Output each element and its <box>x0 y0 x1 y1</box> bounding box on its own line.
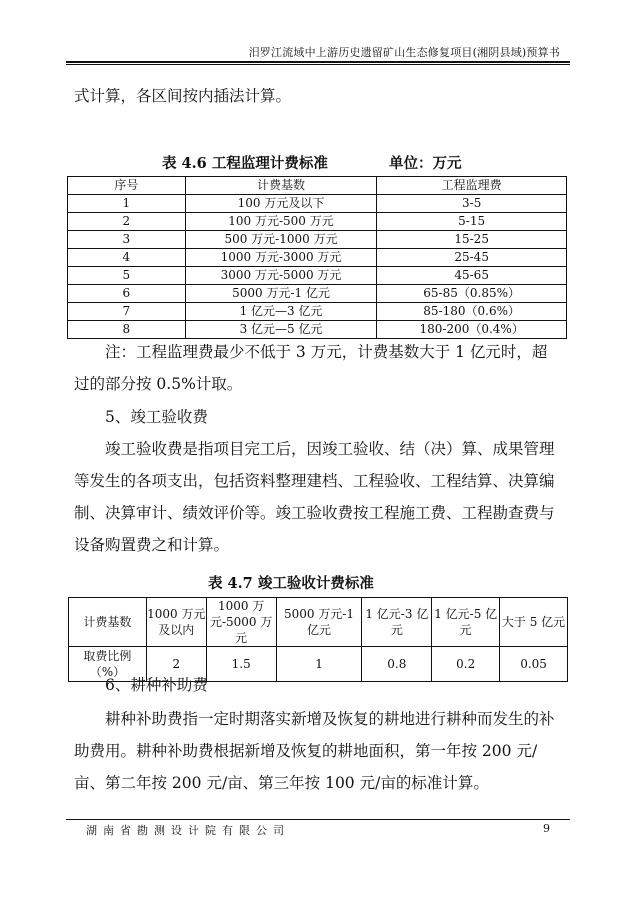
table-row <box>68 249 567 267</box>
supervision-fee-table <box>67 176 567 339</box>
section-5-heading: 5、竣工验收费 <box>105 408 208 426</box>
footer-rule <box>66 819 570 820</box>
table-cell: 1 亿元-5 亿元 <box>432 598 500 647</box>
table-row <box>68 267 567 285</box>
header-cell: 工程监理费 <box>377 177 567 195</box>
table-cell: 5000 万元-1 亿元 <box>276 598 362 647</box>
table-cell: 大于 5 亿元 <box>500 598 568 647</box>
table-row <box>69 598 568 647</box>
table-cell: 5 <box>68 267 186 285</box>
table-cell: 1000 万元-3000 万元 <box>185 249 377 267</box>
section-6-heading: 6、耕种补助费 <box>105 676 208 694</box>
table-cell: 3-5 <box>377 195 567 213</box>
table-row <box>68 213 567 231</box>
table-cell: 3 <box>68 231 186 249</box>
table-cell: 1 <box>68 195 186 213</box>
table-cell: 100 万元及以下 <box>185 195 377 213</box>
table-cell: 100 万元-500 万元 <box>185 213 377 231</box>
table-cell: 65-85（0.85%） <box>377 285 567 303</box>
table-cell: 5-15 <box>377 213 567 231</box>
table-cell: 7 <box>68 303 186 321</box>
table-cell: 1 亿元-3 亿元 <box>362 598 432 647</box>
table-cell: 4 <box>68 249 186 267</box>
footer-company: 湖南省勘测设计院有限公司 <box>86 824 290 837</box>
table-cell: 0.8 <box>362 647 432 682</box>
table-4-6-unit: 单位：万元 <box>389 155 462 172</box>
table-row <box>68 303 567 321</box>
table-4-6-title: 表 4.6 工程监理计费标准 <box>162 155 328 172</box>
section-5-body: 竣工验收费是指项目完工后，因竣工验收、结（决）算、成果管理等发生的各项支出，包括资料整理建档、工程验收、工程结算、决算编制、决算审计、绩效评价等。竣工验收费按工程施工费、工程勘查费与设备购置费之和计算。 <box>74 440 555 554</box>
table-cell: 180-200（0.4%） <box>377 321 567 339</box>
table-cell: 45-65 <box>377 267 567 285</box>
table-cell: 5000 万元-1 亿元 <box>185 285 377 303</box>
table-cell: 0.05 <box>500 647 568 682</box>
table-cell: 1000 万元-5000 万元 <box>206 598 276 647</box>
table-cell: 6 <box>68 285 186 303</box>
section-6-body: 耕种补助费指一定时期落实新增及恢复的耕地进行耕种而发生的补助费用。耕种补助费根据新增及恢复的耕地面积，第一年按 200 元/亩、第二年按 200 元/亩、第三年按 100 元/亩的标准计算。 <box>74 710 555 792</box>
running-header: 汨罗江流域中上游历史遗留矿山生态修复项目(湘阴县域)预算书 <box>248 46 560 59</box>
page-number: 9 <box>543 822 550 835</box>
table-cell: 取费比例（%） <box>69 647 147 682</box>
table-cell: 3 亿元—5 亿元 <box>185 321 377 339</box>
table-cell: 计费基数 <box>69 598 147 647</box>
table-cell: 8 <box>68 321 186 339</box>
header-rule <box>66 61 570 63</box>
header-cell: 计费基数 <box>185 177 377 195</box>
table-cell: 2 <box>68 213 186 231</box>
table-cell: 3000 万元-5000 万元 <box>185 267 377 285</box>
table-cell: 2 <box>146 647 206 682</box>
table-row <box>68 285 567 303</box>
table-cell: 0.2 <box>432 647 500 682</box>
table-cell: 15-25 <box>377 231 567 249</box>
table-cell: 1.5 <box>206 647 276 682</box>
table-cell: 500 万元-1000 万元 <box>185 231 377 249</box>
table-cell: 1000 万元及以内 <box>146 598 206 647</box>
table-4-7-title: 表 4.7 竣工验收计费标准 <box>208 575 374 592</box>
table-row <box>68 195 567 213</box>
table-cell: 85-180（0.6%） <box>377 303 567 321</box>
table-cell: 1 <box>276 647 362 682</box>
table-header-row <box>68 177 567 195</box>
header-cell: 序号 <box>68 177 186 195</box>
table-cell: 25-45 <box>377 249 567 267</box>
header-rule-thin <box>66 64 570 65</box>
table-row <box>68 231 567 249</box>
table-note: 注：工程监理费最少不低于 3 万元，计费基数大于 1 亿元时，超过的部分按 0.5%计取。 <box>74 343 548 393</box>
table-cell: 1 亿元—3 亿元 <box>185 303 377 321</box>
intro-line: 式计算，各区间按内插法计算。 <box>74 87 292 105</box>
